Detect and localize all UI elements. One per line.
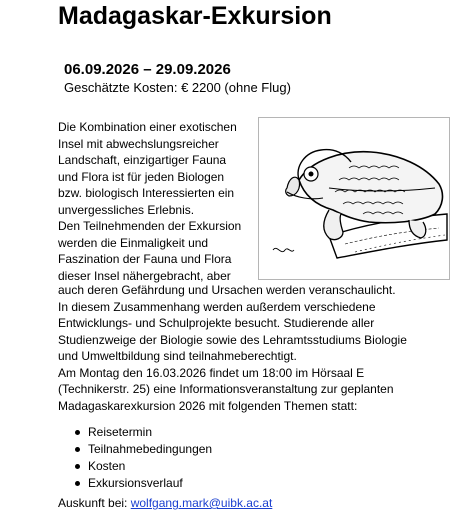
topics-list [58,424,212,492]
list-item: Reisetermin [58,424,212,441]
text-line: bzw. biologisch Interessierten ein [58,186,235,200]
estimated-costs: Geschätzte Kosten: € 2200 (ohne Flug) [64,80,291,95]
text-line: unvergessliches Erlebnis. [58,202,195,217]
list-item: Kosten [58,458,212,475]
text-line: dieser Insel nähergebracht, aber [58,268,231,283]
text-line: Insel mit abwechslungsreicher [58,136,219,151]
page-title: Madagaskar-Exkursion [58,2,332,30]
text-line: Die Kombination einer exotischen [58,120,237,134]
trip-dates: 06.09.2026 – 29.09.2026 [64,61,231,78]
intro-paragraph [58,119,241,284]
text-line: In diesem Zusammenhang werden außerdem verschiedene [58,299,376,314]
text-line: Den Teilnehmenden der Exkursion [58,219,242,233]
text-line: Entwicklungs- und Schulprojekte besucht. Studierende aller [58,316,375,330]
text-line: auch deren Gefährdung und Ursachen werden veranschaulicht. [58,283,396,297]
text-line: Studienzweige der Biologie sowie des Lehramtsstudiums Biologie [58,332,407,347]
text-line: Faszination der Fauna und Flora [58,252,232,266]
contact-line [58,496,272,510]
text-line: Landschaft, einzigartiger Fauna [58,153,227,167]
contact-label: Auskunft bei: [58,496,128,510]
text-line: Am Montag den 16.03.2026 findet um 18:00 im Hörsaal E [58,365,365,380]
text-line: (Technikerstr. 25) eine Informationsveranstaltung zur geplanten [58,382,394,396]
contact-email-link[interactable]: wolfgang.mark@uibk.ac.at [130,496,273,510]
list-item: Exkursionsverlauf [58,475,212,492]
chameleon-drawing-icon [259,118,449,279]
text-line: werden die Einmaligkeit und [58,235,209,250]
text-line: und Flora ist für jeden Biologen [58,169,225,184]
text-line: und Umweltbildung sind teilnahmeberechtigt. [58,349,297,363]
text-line: Madagaskarexkursion 2026 mit folgenden Themen statt: [58,398,358,413]
chameleon-illustration [258,117,450,280]
body-paragraph [58,282,407,414]
list-item: Teilnahmebedingungen [58,441,212,458]
